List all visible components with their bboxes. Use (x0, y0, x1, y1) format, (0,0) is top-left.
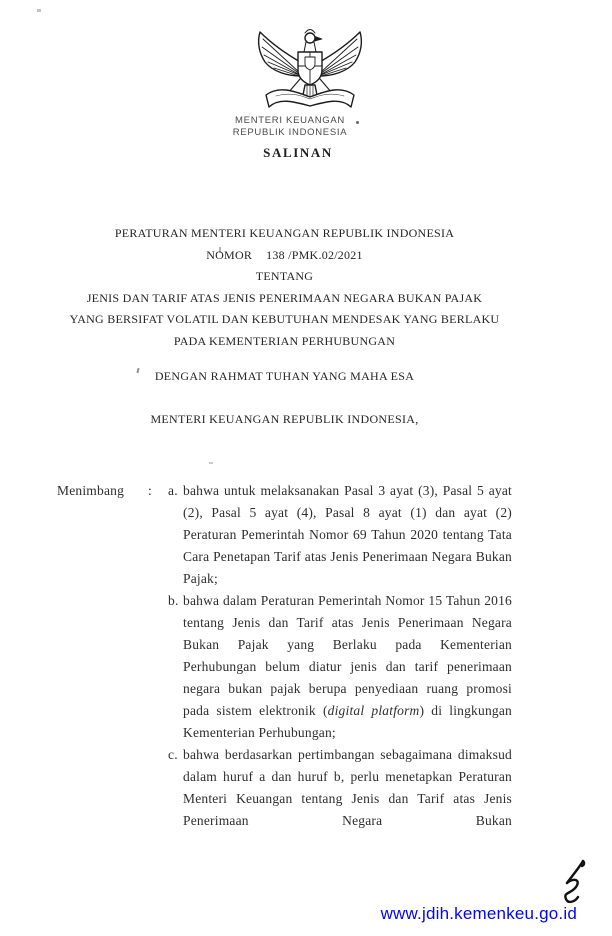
spacer-cell (148, 744, 168, 832)
regulation-number-label: NOMOR (206, 247, 253, 262)
item-b-text-post: ) di lingkungan Kementerian Perhubungan; (183, 703, 512, 740)
regulation-number-value: 138 /PMK.02/2021 (266, 247, 363, 262)
regulation-about-label: TENTANG (255, 269, 314, 283)
ministry-name-line1: MENTERI KEUANGAN (235, 115, 345, 126)
regulation-title-block (57, 223, 512, 352)
considering-item-a-text: bahwa untuk melaksanakan Pasal 3 ayat (3), Pasal 5 ayat (2), Pasal 5 ayat (4), Pasal 8 ayat (1) dan ayat (2) Peraturan Pemerintah Nomor 69 Tahun 2020 tentang Tata Cara Penetapan Tarif atas Jenis Penerimaan Negara Bukan Pajak; (183, 483, 512, 586)
scan-speck (209, 462, 213, 464)
considering-item-b-marker: b. (168, 593, 179, 608)
jdih-url-link[interactable]: www.jdih.kemenkeu.go.id (380, 904, 577, 923)
considering-colon: : (148, 483, 152, 498)
spacer-cell (148, 590, 168, 744)
regulation-number-line (57, 245, 512, 267)
authority-line: MENTERI KEUANGAN REPUBLIK INDONESIA, (150, 412, 419, 426)
considering-section (57, 480, 512, 832)
regulation-subject-line2: YANG BERSIFAT VOLATIL DAN KEBUTUHAN MENDESAK YANG BERLAKU (69, 312, 500, 326)
garuda-pancasila-emblem (254, 27, 366, 115)
invocation-line: DENGAN RAHMAT TUHAN YANG MAHA ESA (154, 369, 415, 383)
considering-item-c-text: bahwa berdasarkan pertimbangan sebagaimana dimaksud dalam huruf a dan huruf b, perlu menetapkan Peraturan Menteri Keuangan tentang Jenis dan Tarif atas Jenis Penerimaan Negara Bukan (183, 747, 512, 828)
considering-label: Menimbang (57, 483, 125, 498)
regulation-subject-line1: JENIS DAN TARIF ATAS JENIS PENERIMAAN NEGARA BUKAN PAJAK (86, 290, 483, 305)
considering-item-a-marker: a. (168, 483, 178, 498)
item-b-text-pre: bahwa dalam Peraturan Pemerintah Nomor 15 Tahun 2016 tentang Jenis dan Tarif atas Jenis Penerimaan Negara Bukan Pajak yang Berlaku pada Kementerian Perhubungan belum diatur jenis dan tarif penerimaan negara bukan pajak berupa penyediaan ruang promosi pada sistem elektronik ( (183, 593, 512, 718)
item-b-text-italic: digital platform (327, 703, 420, 718)
scan-speck (37, 9, 41, 12)
spacer-cell (57, 590, 148, 744)
spacer-cell (57, 744, 148, 832)
regulation-title-line: PERATURAN MENTERI KEUANGAN REPUBLIK INDONESIA (114, 226, 455, 240)
ministry-name-line2: REPUBLIK INDONESIA (232, 127, 348, 138)
considering-item-b-text (183, 590, 512, 744)
letterhead-ministry-name (140, 115, 440, 139)
signature-paraf-mark (556, 858, 592, 906)
considering-item-c-marker: c. (168, 747, 178, 762)
copy-stamp-label: SALINAN (263, 145, 333, 160)
regulation-subject-line3: PADA KEMENTERIAN PERHUBUNGAN (173, 333, 396, 348)
